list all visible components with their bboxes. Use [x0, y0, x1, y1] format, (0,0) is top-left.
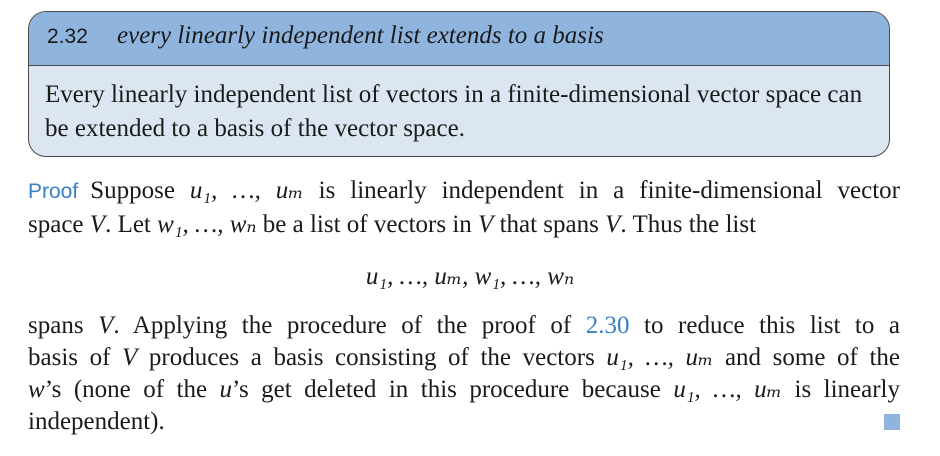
proof-text: spans — [28, 312, 99, 339]
theorem-box — [28, 11, 890, 157]
proof-text: and some of the — [713, 344, 900, 371]
proof-line-5 — [28, 374, 900, 406]
proof-text: Suppose — [90, 177, 190, 204]
proof-text: . Applying the procedure of the proof of — [113, 312, 586, 339]
var-v: V — [89, 211, 106, 238]
u-list: u₁, …, uₘ — [673, 376, 783, 403]
theorem-number: 2.32 — [47, 25, 88, 48]
proof-line-4 — [28, 342, 900, 374]
proof-text: . Let — [105, 211, 158, 238]
w-list: w₁, …, wₙ — [157, 211, 257, 238]
proof-text: ’s get deleted in this procedure because — [232, 376, 674, 403]
proof-text: ’s (none of the — [44, 376, 220, 403]
qed-square-icon — [884, 414, 900, 430]
theorem-header — [29, 12, 889, 66]
proof-paragraph-1 — [28, 174, 900, 241]
proof-line-6: independent). — [28, 408, 165, 435]
proof-text: space — [28, 211, 90, 238]
display-equation: u₁, …, uₘ, w₁, …, wₙ — [365, 263, 575, 290]
cross-reference-link[interactable]: 2.30 — [585, 312, 630, 339]
proof-text: basis of — [28, 344, 123, 371]
var-v: V — [478, 211, 494, 238]
var-u: u — [219, 376, 233, 403]
var-v: V — [605, 211, 621, 238]
u-list: u₁, …, uₘ — [606, 344, 714, 371]
proof-text: is linearly independent in a finite-dimensional vector — [303, 177, 900, 204]
var-v: V — [98, 312, 114, 339]
var-v: V — [122, 344, 138, 371]
theorem-name: every linearly independent list extends to a basis — [117, 22, 604, 49]
u-list: u₁, …, uₘ — [189, 177, 304, 204]
theorem-statement: Every linearly independent list of vectors in a finite-dimensional vector space can be extended to a basis of the vector space. — [45, 81, 863, 142]
var-w: w — [28, 376, 45, 403]
proof-text: . Thus the list — [620, 211, 757, 238]
proof-text: produces a basis consisting of the vectors — [137, 344, 607, 371]
proof-line-1 — [28, 174, 900, 208]
proof-line-2 — [28, 208, 900, 241]
proof-text: that spans — [493, 211, 606, 238]
proof-text: is linearly — [782, 376, 900, 403]
proof-paragraph-2 — [28, 310, 900, 438]
proof-text: to reduce this list to a — [629, 312, 900, 339]
proof-text: be a list of vectors in — [256, 211, 479, 238]
proof-label: Proof — [28, 180, 79, 203]
proof-line-3 — [28, 310, 900, 342]
